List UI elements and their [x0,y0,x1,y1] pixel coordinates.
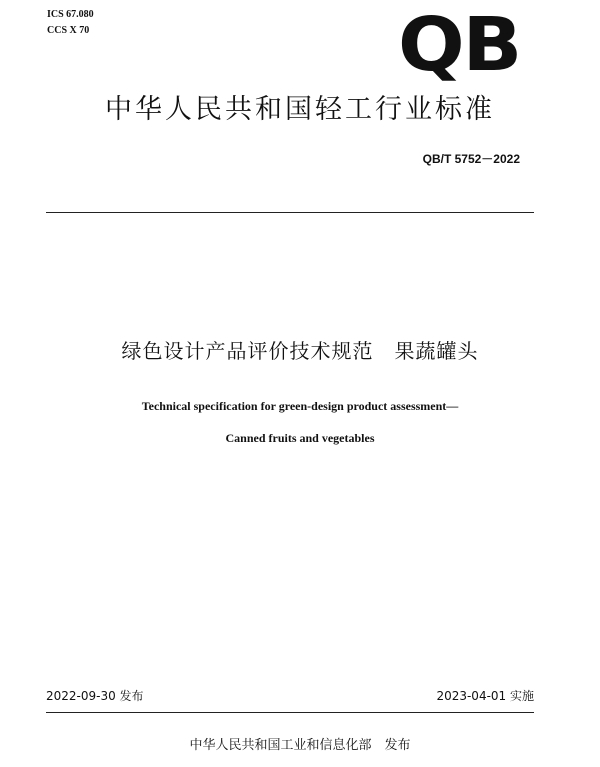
bottom-divider [46,712,534,713]
issue-date: 2022-09-30 发布 [46,689,144,703]
issuer-header: 中华人民共和国轻工行业标准 [105,94,495,125]
title-english-line-2: Canned fruits and vegetables [225,431,375,445]
implementation-date: 2023-04-01 实施 [436,689,534,703]
title-english-line-1: Technical specification for green-design product assessment— [141,399,459,413]
top-divider [46,212,534,213]
qb-logo: QB [398,2,521,88]
ccs-code: CCS X 70 [47,25,90,36]
ics-code: ICS 67.080 [47,9,94,20]
standard-number: QB/T 5752－2022 [422,152,520,166]
title-chinese: 绿色设计产品评价技术规范 果蔬罐头 [121,339,479,363]
publisher: 中华人民共和国工业和信息化部 发布 [189,738,411,753]
